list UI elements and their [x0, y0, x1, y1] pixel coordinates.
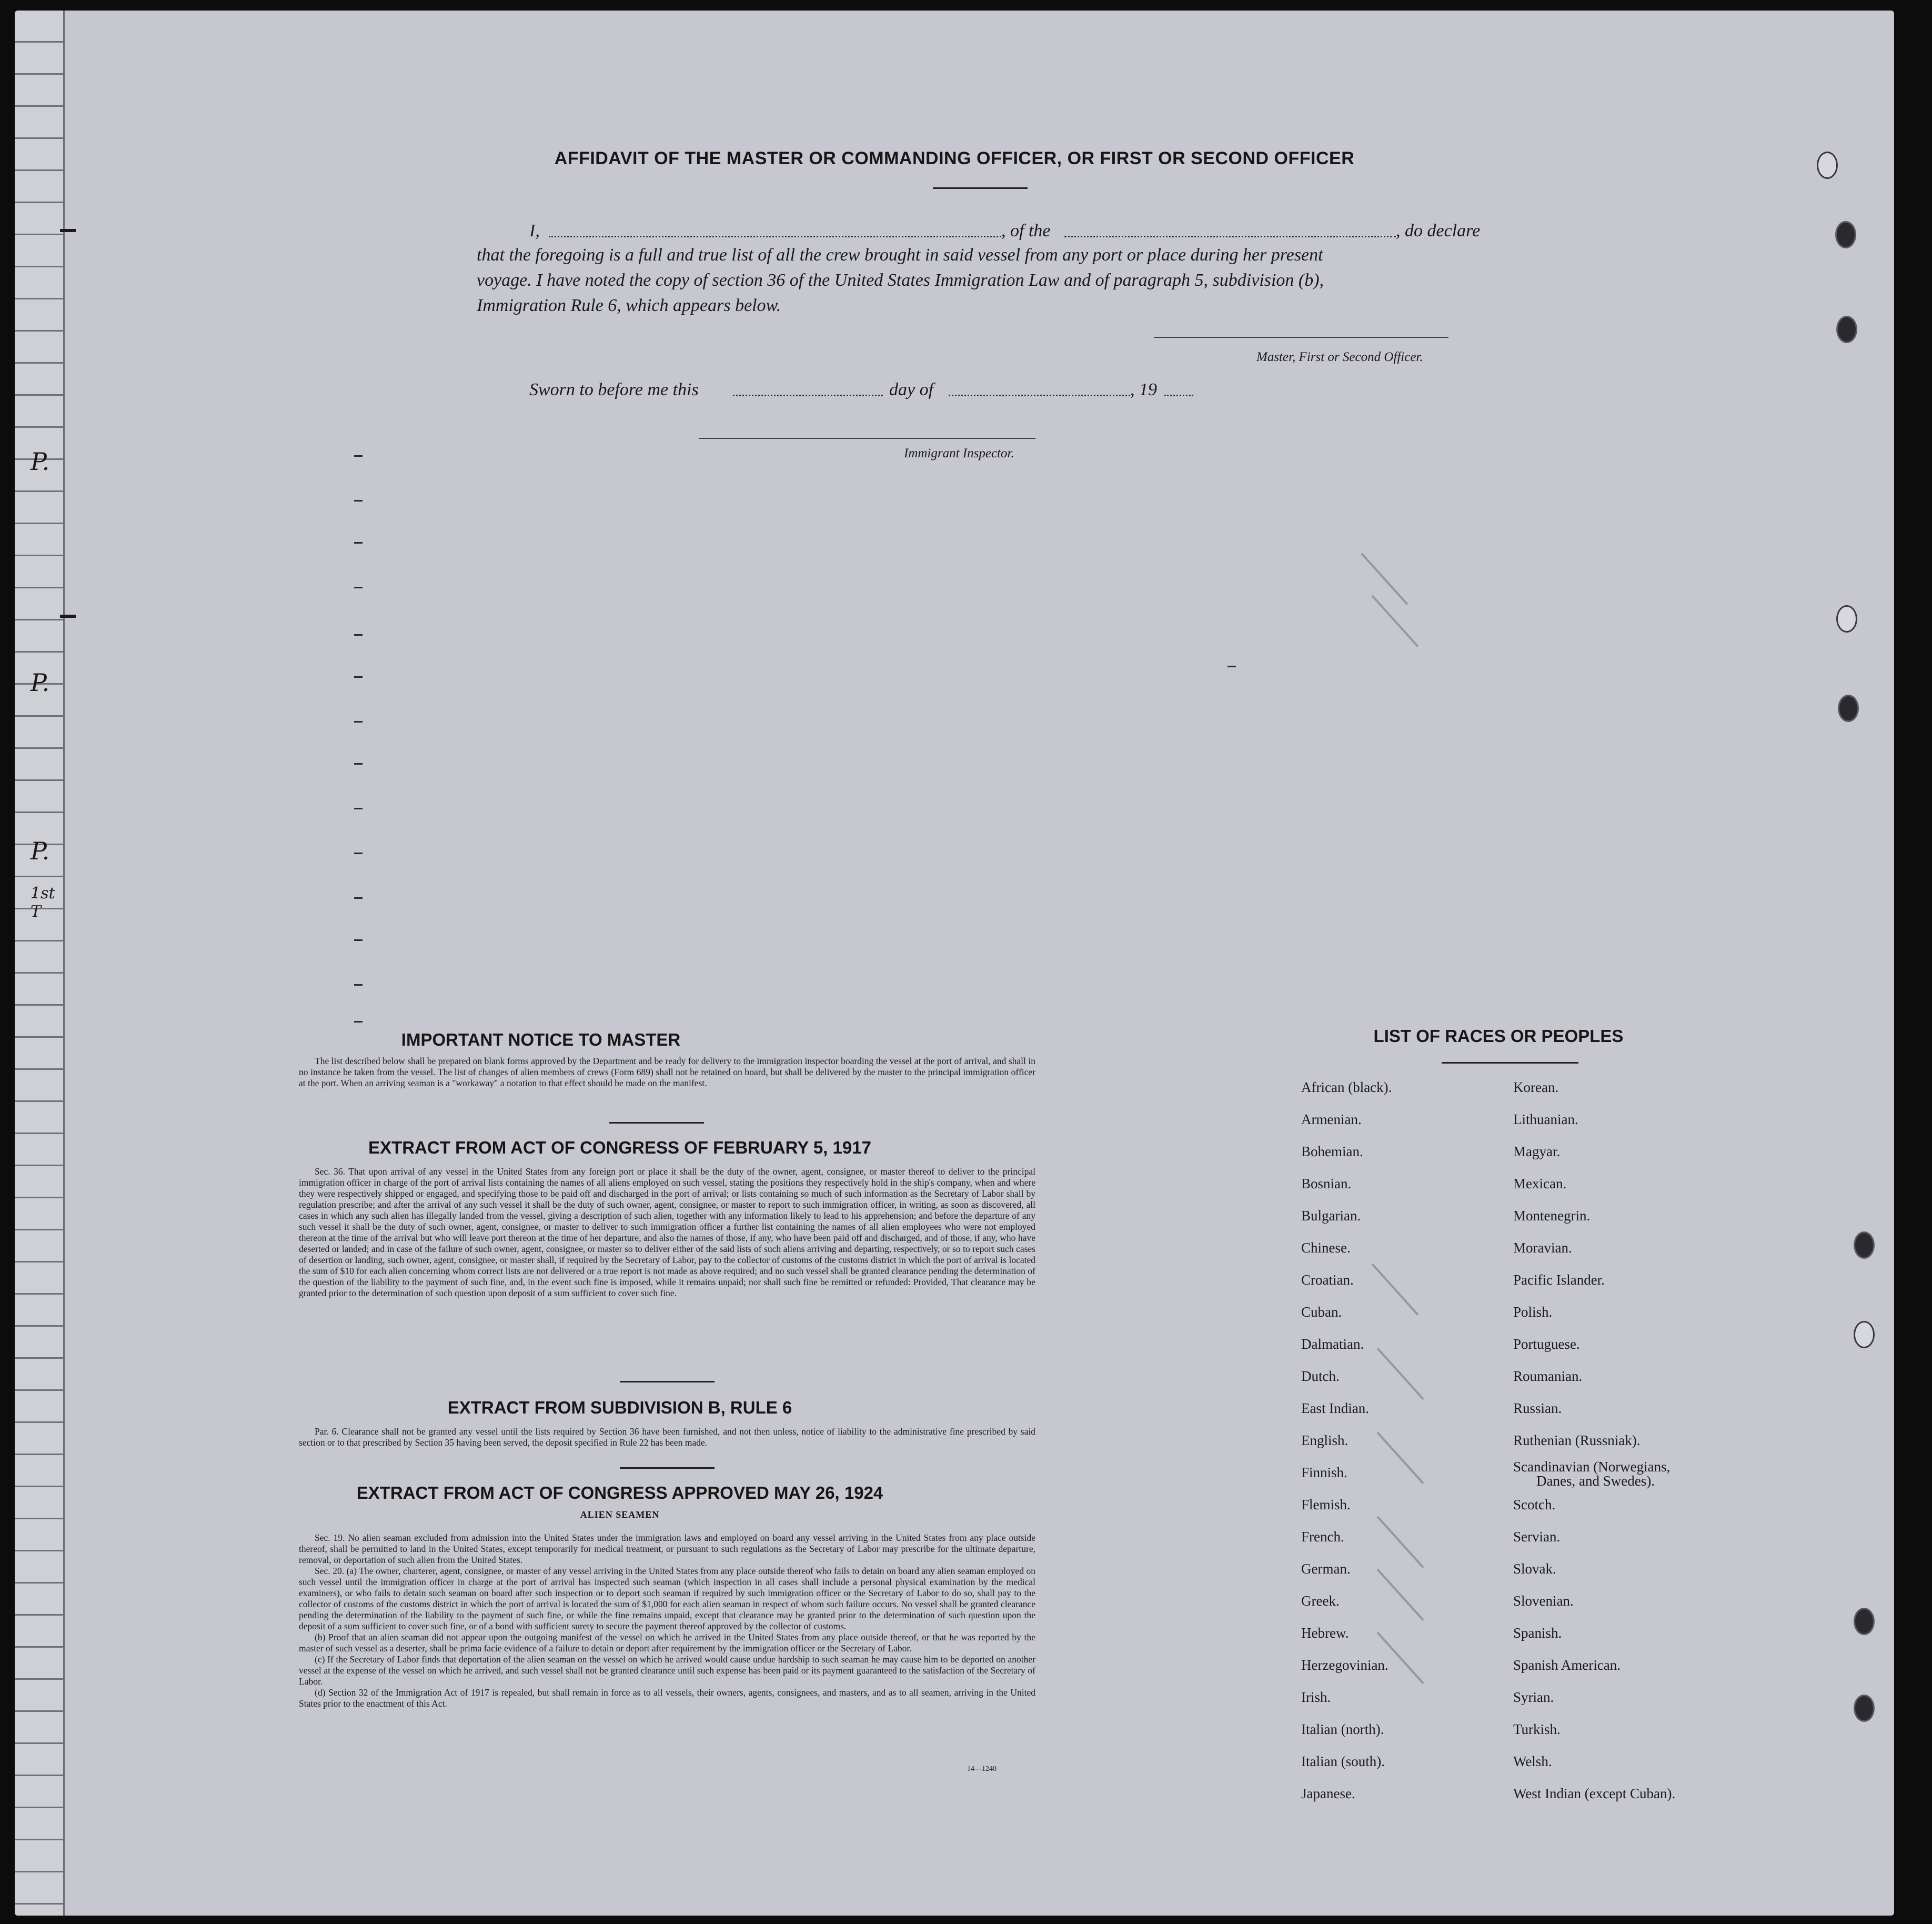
race-item: Turkish. — [1513, 1721, 1561, 1737]
race-item: Slovenian. — [1513, 1593, 1574, 1609]
form-number: 14—1240 — [967, 1765, 997, 1773]
race-item: Finnish. — [1301, 1465, 1347, 1480]
affidavit-line: that the foregoing is a full and true list of all the crew brought in said vessel from any port or place during her present — [477, 245, 1323, 265]
race-item: East Indian. — [1301, 1400, 1369, 1416]
ghost-mark — [354, 676, 363, 678]
race-item: Italian (south). — [1301, 1753, 1385, 1769]
affidavit-line: voyage. I have noted the copy of section 36 of the United States Immigration Law and of paragraph 5, subdivision (b), — [477, 270, 1324, 290]
race-item: Portuguese. — [1513, 1336, 1580, 1352]
inspector-signature-line — [699, 438, 1035, 439]
race-item: Scandinavian (Norwegians, — [1513, 1459, 1671, 1475]
race-item: Magyar. — [1513, 1144, 1561, 1159]
signature-line — [1154, 337, 1448, 338]
affidavit-title: AFFIDAVIT OF THE MASTER OR COMMANDING OFFICER, OR FIRST OR SECOND OFFICER — [554, 148, 1355, 168]
ghost-mark — [354, 897, 363, 899]
sworn-year-blank — [1164, 395, 1193, 396]
binder-hole — [1835, 221, 1856, 248]
ghost-check — [1377, 1432, 1424, 1484]
margin-mark — [60, 615, 76, 618]
race-item: English. — [1301, 1432, 1349, 1448]
section-rule — [609, 1122, 704, 1124]
extract-rule6-text: Par. 6. Clearance shall not be granted any vessel until the lists required by Section 36 have been furnished, and not then unless, notice of liability to the administrative fine prescribed by said section or to that prescribed by Section 35 having been served, the deposit specified in Rule 22 has been made. — [299, 1426, 1035, 1448]
race-item: Irish. — [1301, 1689, 1331, 1705]
race-item: African (black). — [1301, 1079, 1392, 1095]
sworn-month-blank — [949, 395, 1130, 396]
binder-hole — [1838, 695, 1859, 722]
race-item: Croatian. — [1301, 1272, 1354, 1288]
race-item: Italian (north). — [1301, 1721, 1384, 1737]
race-item: Korean. — [1513, 1079, 1559, 1095]
races-title: LIST OF RACES OR PEOPLES — [1373, 1026, 1624, 1046]
race-item: Servian. — [1513, 1529, 1561, 1545]
race-item: Hebrew. — [1301, 1625, 1349, 1641]
binder-hole — [1854, 1608, 1875, 1635]
race-item: Cuban. — [1301, 1304, 1342, 1320]
binder-hole — [1836, 316, 1857, 343]
sec20d-paragraph: (d) Section 32 of the Immigration Act of 1917 is repealed, but shall remain in force as to all vessels, their owners, agents, consignees, and masters, and as to all seamen, arriving in the United States prior to the enactment of this Act. — [299, 1687, 1035, 1709]
race-item: Armenian. — [1301, 1111, 1362, 1127]
race-item: Chinese. — [1301, 1240, 1351, 1256]
strip-note: 1st T — [31, 884, 55, 921]
alien-seamen-subtitle: ALIEN SEAMEN — [580, 1509, 660, 1520]
race-item: Welsh. — [1513, 1753, 1552, 1769]
extract-1917-title: EXTRACT FROM ACT OF CONGRESS OF FEBRUARY 5, 1917 — [368, 1138, 871, 1157]
ghost-mark — [354, 542, 363, 544]
vessel-name-blank — [1064, 236, 1396, 237]
race-item: Flemish. — [1301, 1497, 1351, 1512]
race-item: Russian. — [1513, 1400, 1562, 1416]
race-item: Roumanian. — [1513, 1368, 1583, 1384]
ghost-check — [1372, 595, 1419, 647]
section-rule — [620, 1381, 715, 1382]
extract-1924-title: EXTRACT FROM ACT OF CONGRESS APPROVED MAY 26, 1924 — [356, 1483, 883, 1502]
race-item: Bosnian. — [1301, 1176, 1352, 1191]
ghost-mark — [354, 1021, 363, 1023]
race-item: Montenegrin. — [1513, 1208, 1591, 1224]
ghost-mark — [354, 634, 363, 636]
race-item: Bohemian. — [1301, 1144, 1363, 1159]
year-label: , 19 — [1130, 380, 1157, 399]
race-item: Lithuanian. — [1513, 1111, 1578, 1127]
master-name-blank — [549, 236, 1001, 237]
strip-note: P. — [31, 447, 50, 476]
extract-1917-text: Sec. 36. That upon arrival of any vessel in the United States from any foreign port or place it shall be the duty of the owner, agent, consignee, or master thereof to deliver to the principal immigration officer in charge of the port of arrival lists containing the names of all aliens employed on such vessel, stating the positions they respectively hold in the ship's company, when and where they were respectively shipped or engaged, and specifying those to be paid off and discharged in the port of arrival; or lists containing so much of such information as the Secretary of Labor shall by regulation prescribe; and after the arrival of any such vessel it shall be the duty of such owner, agent, consignee, or master to report to such immigration officer, in writing, as soon as discovered, all cases in which any such alien has illegally landed from the vessel, giving a description of such alien, together with any information likely to lead to his apprehension; and before the departure of any such vessel it shall be the duty of such owner, agent, consignee, or master to deliver to such immigration officer a further list containing the names of all alien employees who were not employed thereon at the time of the arrival but who will leave port thereon at the time of her departure, and also the names of those, if any, who have been paid off and discharged, and of those, if any, who have deserted or landed; and in case of the failure of such owner, agent, consignee, or master so to deliver either of the said lists of such aliens arriving and departing, respectively, or so to report such cases of desertion or landing, such owner, agent, consignee, or master shall, if required by the Secretary of Labor, pay to the collector of customs of the customs district in which the port of arrival is located the sum of $10 for each alien concerning whom correct lists are not delivered or a true report is not made as above required; and no such vessel shall be granted clearance pending the determination of the question of the liability to the payment of such fine, and, in the event such fine is imposed, while it remains unpaid; nor shall such fine be remitted or refunded: Provided, That clearance may be granted prior to the determination of such question upon deposit of a sum sufficient to cover such fine. — [299, 1166, 1035, 1298]
race-item: German. — [1301, 1561, 1351, 1577]
ghost-mark — [1227, 666, 1236, 667]
extract-rule6-title: EXTRACT FROM SUBDIVISION B, RULE 6 — [447, 1398, 792, 1417]
race-item: Greek. — [1301, 1593, 1340, 1609]
race-item: Spanish. — [1513, 1625, 1562, 1641]
ghost-check — [1377, 1516, 1424, 1568]
binder-hole — [1854, 1321, 1875, 1348]
manifest-sheet-back — [15, 11, 1894, 1916]
section-rule — [620, 1467, 715, 1469]
race-item: Japanese. — [1301, 1786, 1355, 1801]
ghost-mark — [354, 939, 363, 941]
ghost-mark — [354, 455, 363, 457]
ghost-mark — [354, 587, 363, 588]
ghost-check — [1372, 1264, 1419, 1316]
affidavit-of-the-label: , of the — [1001, 221, 1051, 241]
affidavit-do-declare-label: , do declare — [1396, 221, 1481, 241]
title-rule — [933, 187, 1028, 189]
binder-hole — [1854, 1231, 1875, 1259]
race-item: Mexican. — [1513, 1176, 1567, 1191]
inspector-caption: Immigrant Inspector. — [904, 446, 1014, 460]
race-item: Polish. — [1513, 1304, 1553, 1320]
notice-text: The list described below shall be prepared on blank forms approved by the Department and be ready for delivery to the immigration inspector boarding the vessel at the port of arrival, and shall in no instance be taken from the vessel. The list of changes of alien members of crews (Form 689) shall not be retained on board, but shall be delivered by the master to the principal immigration officer at the port. When an arriving seaman is a "workaway" a notation to that effect should be made on the manifest. — [299, 1056, 1035, 1088]
race-item: Dutch. — [1301, 1368, 1340, 1384]
sec20c-paragraph: (c) If the Secretary of Labor finds that deportation of the alien seaman on the vessel on which he arrived would cause undue hardship to such seaman he may cause him to be deported on another vessel at the expense of the vessel on which he arrived, and such vessel shall not be granted clearance until such expense has been paid or its payment guaranteed to the satisfaction of the Secretary of Labor. — [299, 1654, 1035, 1687]
races-title-rule — [1442, 1062, 1578, 1064]
ghost-check — [1377, 1569, 1424, 1621]
sworn-label: Sworn to before me this — [529, 380, 699, 399]
ghost-mark — [354, 808, 363, 809]
ghost-mark — [354, 853, 363, 854]
ledger-strip — [15, 11, 65, 1916]
day-of-label: day of — [889, 380, 934, 399]
sec20a-paragraph: Sec. 20. (a) The owner, charterer, agent, consignee, or master of any vessel arriving in the United States from any place outside thereof who fails to detain on board any alien seaman employed on such vessel until the immigration officer in charge at the port of arrival has inspected such seaman (which inspection in all cases shall include a personal physical examination by the medical examiners), or who fails to detain such seaman on board after such inspection or to deport such seaman if required by such immigration officer or the Secretary of Labor to do so, shall pay to the collector of customs of the customs district in which the port of arrival is located the sum of $1,000 for each alien seaman in respect of whom such failure occurs. No vessel shall be granted clearance pending the determination of the liability to the payment of such fine, or while the fine remains unpaid, except that clearance may be granted prior to the determination of such question upon the deposit of a sum sufficient to cover such fine, or of a bond with sufficient surety to secure the payment thereof approved by the collector of customs. — [299, 1566, 1035, 1631]
race-item: Pacific Islander. — [1513, 1272, 1605, 1288]
race-item: Herzegovinian. — [1301, 1657, 1388, 1673]
race-item: Dalmatian. — [1301, 1336, 1364, 1352]
race-item: Scotch. — [1513, 1497, 1556, 1512]
race-item: Ruthenian (Russniak). — [1513, 1432, 1641, 1448]
affidavit-line: Immigration Rule 6, which appears below. — [477, 296, 781, 315]
binder-hole — [1854, 1695, 1875, 1722]
ghost-mark — [354, 721, 363, 723]
notice-title: IMPORTANT NOTICE TO MASTER — [401, 1030, 681, 1049]
race-item: Slovak. — [1513, 1561, 1556, 1577]
race-item: Danes, and Swedes). — [1536, 1473, 1655, 1489]
sworn-day-blank — [733, 395, 883, 396]
strip-note: P. — [31, 837, 50, 865]
race-item: Syrian. — [1513, 1689, 1554, 1705]
race-item: Spanish American. — [1513, 1657, 1621, 1673]
sec19-paragraph: Sec. 19. No alien seaman excluded from admission into the United States under the immigration laws and employed on board any vessel arriving in the United States from any place outside thereof, shall be permitted to land in the United States, except temporarily for medical treatment, or pursuant to such regulations as the Secretary of Labor may prescribe for the ultimate departure, removal, or deportation of such alien from the United States. — [299, 1532, 1035, 1565]
ghost-mark — [354, 763, 363, 765]
binder-hole — [1836, 605, 1857, 633]
race-item: Bulgarian. — [1301, 1208, 1361, 1224]
signature-caption: Master, First or Second Officer. — [1256, 350, 1423, 364]
ghost-mark — [354, 984, 363, 986]
sec20b-paragraph: (b) Proof that an alien seaman did not appear upon the outgoing manifest of the vessel on which he arrived in the United States from any place outside thereof, or that he was reported by the master of such vessel as a deserter, shall be prima facie evidence of a failure to detain or deport after requirement by the immigration officer or the Secretary of Labor. — [299, 1632, 1035, 1654]
margin-mark — [60, 229, 76, 232]
race-item: Moravian. — [1513, 1240, 1572, 1256]
race-item: West Indian (except Cuban). — [1513, 1786, 1676, 1801]
extract-1924-text — [299, 1532, 1035, 1709]
strip-note: P. — [31, 668, 50, 697]
ghost-check — [1361, 553, 1408, 605]
ghost-check — [1377, 1348, 1424, 1400]
affidavit-i-label: I, — [529, 221, 540, 241]
ghost-mark — [354, 500, 363, 502]
race-item: French. — [1301, 1529, 1344, 1545]
